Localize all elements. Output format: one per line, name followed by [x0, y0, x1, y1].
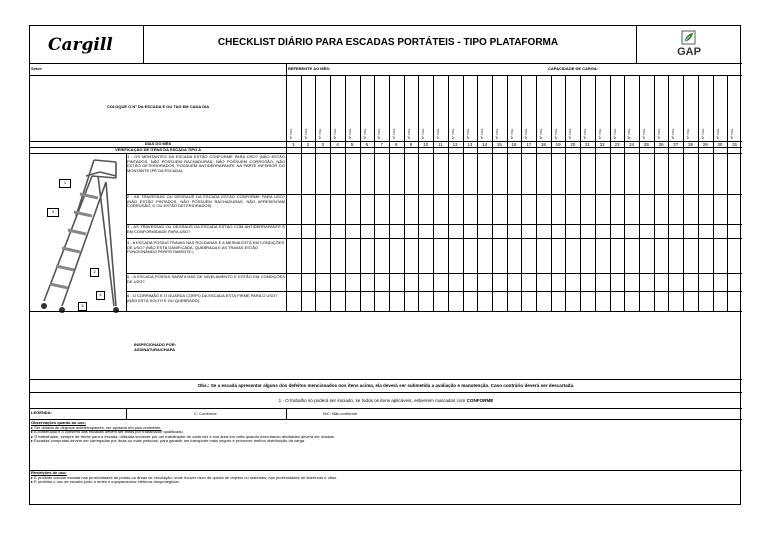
- day-number-20: 20: [570, 142, 576, 147]
- check-item-5: 5 - A ESCADA POSSUI SAPATILHAS DE NIVELAMENTO E ESTÃO EM CONDIÇÕES DE USO?: [127, 274, 285, 284]
- check-cell[interactable]: [477, 273, 492, 291]
- check-cell[interactable]: [477, 238, 492, 273]
- check-cell[interactable]: [713, 224, 728, 238]
- check-item-3: 3 - AS TRAVESSAS OU DEGRAUS DA ESCADA ESTÃO COM ANTIDERRAPANTE E EM CONFORMIDADE PARA USO?: [127, 224, 285, 234]
- tag-header-day-30: Nº TAG:: [715, 128, 720, 139]
- check-cell[interactable]: [521, 224, 536, 238]
- gap-leaf-icon: [674, 29, 704, 47]
- check-cell[interactable]: [286, 194, 301, 224]
- tag-header-day-21: Nº TAG:: [583, 128, 588, 139]
- tag-header-day-3: Nº TAG:: [318, 128, 323, 139]
- check-cell[interactable]: [315, 273, 330, 291]
- check-cell[interactable]: [492, 224, 507, 238]
- check-cell[interactable]: [374, 273, 389, 291]
- check-cell[interactable]: [536, 238, 551, 273]
- check-cell[interactable]: [389, 194, 404, 224]
- check-cell[interactable]: [595, 224, 610, 238]
- tag-header-day-23: Nº TAG:: [612, 128, 617, 139]
- restricoes-title: Restrições de uso:: [31, 470, 67, 475]
- day-number-17: 17: [526, 142, 532, 147]
- tag-header-day-22: Nº TAG:: [597, 128, 602, 139]
- check-cell[interactable]: [492, 153, 507, 194]
- day-number-8: 8: [395, 142, 398, 147]
- check-cell[interactable]: [374, 153, 389, 194]
- check-cell[interactable]: [477, 153, 492, 194]
- check-cell[interactable]: [521, 153, 536, 194]
- check-cell[interactable]: [683, 238, 698, 273]
- check-cell[interactable]: [360, 238, 375, 273]
- check-cell[interactable]: [580, 291, 595, 311]
- check-cell[interactable]: [404, 153, 419, 194]
- tag-header-day-29: Nº TAG:: [700, 128, 705, 139]
- check-cell[interactable]: [698, 153, 713, 194]
- tag-header-day-1: Nº TAG:: [289, 128, 293, 139]
- check-cell[interactable]: [713, 273, 728, 291]
- check-cell[interactable]: [668, 291, 683, 311]
- figure-label-5: 5: [78, 302, 87, 311]
- checklist-sheet: [29, 25, 741, 505]
- check-cell[interactable]: [345, 291, 360, 311]
- check-cell[interactable]: [345, 273, 360, 291]
- check-cell[interactable]: [698, 194, 713, 224]
- tag-header-day-11: Nº TAG:: [436, 128, 441, 139]
- check-cell[interactable]: [448, 153, 463, 194]
- day-number-3: 3: [321, 142, 325, 147]
- restricoes-block: [31, 471, 741, 485]
- tag-header-day-14: Nº TAG:: [480, 128, 485, 139]
- check-cell[interactable]: [595, 291, 610, 311]
- check-cell[interactable]: [639, 194, 654, 224]
- check-cell[interactable]: [315, 194, 330, 224]
- check-cell[interactable]: [639, 224, 654, 238]
- check-cell[interactable]: [565, 238, 580, 273]
- day-number-16: 16: [511, 142, 517, 147]
- day-number-5: 5: [350, 142, 354, 147]
- day-number-27: 27: [673, 142, 679, 147]
- check-cell[interactable]: [654, 238, 669, 273]
- check-cell[interactable]: [668, 238, 683, 273]
- tag-header-day-16: Nº TAG:: [509, 128, 514, 139]
- check-cell[interactable]: [315, 153, 330, 194]
- check-cell[interactable]: [507, 291, 522, 311]
- check-cell[interactable]: [286, 224, 301, 238]
- check-cell[interactable]: [536, 273, 551, 291]
- check-cell[interactable]: [507, 153, 522, 194]
- day-number-19: 19: [555, 142, 561, 147]
- check-cell[interactable]: [595, 238, 610, 273]
- check-cell[interactable]: [418, 291, 433, 311]
- tag-header-day-20: Nº TAG:: [568, 128, 573, 139]
- check-cell[interactable]: [521, 273, 536, 291]
- check-cell[interactable]: [551, 224, 566, 238]
- day-number-22: 22: [599, 142, 605, 147]
- day-number-31: 31: [732, 142, 738, 147]
- tag-header-day-26: Nº TAG:: [656, 128, 661, 139]
- check-cell[interactable]: [286, 273, 301, 291]
- check-cell[interactable]: [565, 273, 580, 291]
- tag-header-day-12: Nº TAG:: [450, 128, 455, 139]
- check-cell[interactable]: [654, 194, 669, 224]
- check-cell[interactable]: [580, 238, 595, 273]
- check-cell[interactable]: [374, 194, 389, 224]
- obs-text: Obs.: Se a escada apresentar alguns dos defeitos mencionados nos itens acima, ela deverá ser submetida a avaliação e manutenção. Caso contrário deverá ser descartada.: [197, 383, 575, 388]
- tag-header-day-10: Nº TAG:: [421, 128, 426, 139]
- day-number-1: 1: [292, 142, 295, 147]
- check-cell[interactable]: [492, 238, 507, 273]
- check-cell[interactable]: [507, 194, 522, 224]
- check-cell[interactable]: [345, 238, 360, 273]
- platform-ladder-icon: [32, 156, 124, 316]
- check-cell[interactable]: [463, 238, 478, 273]
- check-cell[interactable]: [433, 153, 448, 194]
- check-cell[interactable]: [301, 273, 316, 291]
- tag-header-day-7: Nº TAG:: [377, 128, 382, 139]
- check-cell[interactable]: [580, 273, 595, 291]
- check-cell[interactable]: [301, 238, 316, 273]
- day-number-25: 25: [643, 142, 649, 147]
- check-cell[interactable]: [668, 194, 683, 224]
- check-cell[interactable]: [683, 194, 698, 224]
- check-cell[interactable]: [448, 238, 463, 273]
- tag-header-day-4: Nº TAG:: [333, 128, 338, 139]
- tag-header-day-5: Nº TAG:: [347, 128, 352, 139]
- check-cell[interactable]: [624, 238, 639, 273]
- day-number-9: 9: [409, 142, 413, 147]
- check-cell[interactable]: [521, 291, 536, 311]
- day-number-4: 4: [336, 142, 339, 147]
- legenda-label: LEGENDA:: [31, 410, 52, 415]
- check-cell[interactable]: [654, 273, 669, 291]
- check-cell[interactable]: [433, 238, 448, 273]
- check-cell[interactable]: [565, 153, 580, 194]
- check-cell[interactable]: [624, 291, 639, 311]
- check-cell[interactable]: [374, 238, 389, 273]
- rule-conforme: CONFORME: [466, 398, 494, 403]
- check-cell[interactable]: [360, 224, 375, 238]
- check-cell[interactable]: [639, 273, 654, 291]
- day-number-28: 28: [688, 142, 694, 147]
- check-cell[interactable]: [551, 194, 566, 224]
- check-cell[interactable]: [654, 291, 669, 311]
- check-cell[interactable]: [404, 238, 419, 273]
- check-cell[interactable]: [727, 224, 742, 238]
- check-cell[interactable]: [639, 291, 654, 311]
- inspecionado-label: INSPECIONADO POR: ASSINATURA/CHAPA: [134, 342, 177, 352]
- dias-label: DIAS DO MÊS: [144, 141, 172, 146]
- check-cell[interactable]: [389, 238, 404, 273]
- check-cell[interactable]: [345, 153, 360, 194]
- tag-header-day-2: Nº TAG:: [303, 128, 308, 139]
- check-cell[interactable]: [610, 194, 625, 224]
- check-cell[interactable]: [286, 153, 301, 194]
- check-cell[interactable]: [698, 273, 713, 291]
- setor-label: Setor:: [31, 66, 43, 71]
- check-cell[interactable]: [477, 194, 492, 224]
- check-cell[interactable]: [727, 153, 742, 194]
- check-cell[interactable]: [463, 224, 478, 238]
- day-number-7: 7: [380, 142, 383, 147]
- check-cell[interactable]: [654, 224, 669, 238]
- check-cell[interactable]: [639, 238, 654, 273]
- gap-logo: [674, 29, 704, 61]
- tag-header-day-31: Nº TAG:: [730, 128, 735, 139]
- tag-header-day-17: Nº TAG:: [524, 128, 529, 139]
- check-cell[interactable]: [668, 153, 683, 194]
- day-number-18: 18: [540, 142, 546, 147]
- check-cell[interactable]: [389, 291, 404, 311]
- check-cell[interactable]: [448, 194, 463, 224]
- check-cell[interactable]: [624, 224, 639, 238]
- check-cell[interactable]: [301, 153, 316, 194]
- check-cell[interactable]: [595, 153, 610, 194]
- check-cell[interactable]: [683, 291, 698, 311]
- check-cell[interactable]: [668, 224, 683, 238]
- figure-label-4: 4: [96, 291, 105, 300]
- check-cell[interactable]: [315, 291, 330, 311]
- check-cell[interactable]: [389, 273, 404, 291]
- check-cell[interactable]: [286, 291, 301, 311]
- obs-uso-item-2: ▸ A construção e o conserto das escadas devem ser feitos por trabalhador qualificado.: [31, 429, 184, 435]
- check-cell[interactable]: [521, 194, 536, 224]
- check-cell[interactable]: [477, 291, 492, 311]
- day-number-14: 14: [482, 142, 488, 147]
- obs-uso-block: [31, 421, 741, 444]
- check-cell[interactable]: [683, 153, 698, 194]
- check-cell[interactable]: [683, 273, 698, 291]
- check-cell[interactable]: [315, 224, 330, 238]
- restricao-item-1: ▸ É proibido colocar escada nas proximidades de portas ou áreas de circulação; onde houver risco de queda de objetos ou materiais; nas proximidades de aberturas e vãos.: [31, 474, 338, 480]
- check-cell[interactable]: [507, 224, 522, 238]
- capacidade-label: CAPACIDADE DE CARGA:: [548, 66, 599, 71]
- check-cell[interactable]: [418, 194, 433, 224]
- cargill-logo: Cargill: [48, 35, 113, 55]
- check-cell[interactable]: [610, 238, 625, 273]
- check-cell[interactable]: [315, 238, 330, 273]
- check-item-6: 6 - O CORRIMÃO E O GUARDA CORPO DA ESCADA ESTÁ FIRME PARA O USO? (NÃO ESTÁ SOLTO E OU QUEBRADO).: [127, 293, 278, 303]
- obs-uso-title: Observações quanto ao uso:: [31, 420, 86, 425]
- figure-label-6: 6: [116, 308, 119, 313]
- check-cell[interactable]: [565, 224, 580, 238]
- day-number-29: 29: [702, 142, 708, 147]
- check-cell[interactable]: [286, 238, 301, 273]
- check-cell[interactable]: [654, 153, 669, 194]
- check-cell[interactable]: [389, 153, 404, 194]
- check-cell[interactable]: [521, 238, 536, 273]
- check-cell[interactable]: [463, 194, 478, 224]
- check-cell[interactable]: [639, 153, 654, 194]
- check-cell[interactable]: [330, 238, 345, 273]
- tag-header-day-24: Nº TAG:: [627, 128, 632, 139]
- check-cell[interactable]: [301, 224, 316, 238]
- check-cell[interactable]: [463, 273, 478, 291]
- check-cell[interactable]: [668, 273, 683, 291]
- tag-header-day-8: Nº TAG:: [391, 128, 396, 139]
- check-cell[interactable]: [565, 194, 580, 224]
- check-cell[interactable]: [374, 224, 389, 238]
- check-cell[interactable]: [727, 291, 742, 311]
- day-number-12: 12: [452, 142, 458, 147]
- restricao-item-2: ▸ É proibido o uso de escada junto a redes e equipamentos elétricos desprotegidos.: [31, 479, 180, 485]
- check-cell[interactable]: [580, 153, 595, 194]
- check-cell[interactable]: [580, 194, 595, 224]
- check-cell[interactable]: [330, 273, 345, 291]
- check-item-1: 1 - OS MONTANTES DA ESCADA ESTÃO CONFORME PARA USO? (NÃO ESTÃO PINTADOS, NÃO POSSUEM RACHADURAS, NÃO POSSUEM CORROSÃO, NÃO ESTÃO DETERIORADOS, POSSUEM ANTIDERRAPANTE NA PARTE INFERIOR DO MONTANTE (PÉ DA ESCADA).: [127, 154, 285, 173]
- check-cell[interactable]: [551, 238, 566, 273]
- check-cell[interactable]: [727, 273, 742, 291]
- obs-uso-item-1: ▸ Ser dotada de degraus antiderrapantes, ser apoiada em piso resistente.: [31, 424, 162, 430]
- tag-header-day-25: Nº TAG:: [642, 128, 647, 139]
- check-cell[interactable]: [330, 153, 345, 194]
- check-cell[interactable]: [610, 224, 625, 238]
- check-cell[interactable]: [507, 273, 522, 291]
- ladder-figure: [32, 156, 124, 316]
- tag-header-day-9: Nº TAG:: [406, 128, 411, 139]
- check-cell[interactable]: [374, 291, 389, 311]
- check-cell[interactable]: [463, 291, 478, 311]
- tag-header-day-18: Nº TAG:: [539, 128, 544, 139]
- check-cell[interactable]: [433, 291, 448, 311]
- check-cell[interactable]: [448, 273, 463, 291]
- check-cell[interactable]: [551, 153, 566, 194]
- check-cell[interactable]: [404, 194, 419, 224]
- check-cell[interactable]: [448, 291, 463, 311]
- check-cell[interactable]: [492, 194, 507, 224]
- check-cell[interactable]: [713, 238, 728, 273]
- check-cell[interactable]: [624, 273, 639, 291]
- check-cell[interactable]: [492, 273, 507, 291]
- day-number-2: 2: [306, 142, 310, 147]
- day-number-11: 11: [438, 142, 443, 147]
- check-cell[interactable]: [418, 238, 433, 273]
- verificacao-label: VERIFICAÇÃO DE ITENS DA ESCADA TIPO A: [114, 147, 201, 152]
- check-cell[interactable]: [595, 194, 610, 224]
- check-cell[interactable]: [477, 224, 492, 238]
- check-cell[interactable]: [610, 291, 625, 311]
- check-cell[interactable]: [727, 194, 742, 224]
- day-number-15: 15: [496, 142, 502, 147]
- check-cell[interactable]: [345, 224, 360, 238]
- check-cell[interactable]: [698, 291, 713, 311]
- check-cell[interactable]: [624, 194, 639, 224]
- tag-header-day-6: Nº TAG:: [362, 128, 367, 139]
- check-cell[interactable]: [418, 153, 433, 194]
- day-number-6: 6: [365, 142, 369, 147]
- check-cell[interactable]: [404, 273, 419, 291]
- check-cell[interactable]: [360, 291, 375, 311]
- check-cell[interactable]: [330, 224, 345, 238]
- day-number-21: 21: [585, 142, 591, 147]
- check-cell[interactable]: [330, 291, 345, 311]
- check-cell[interactable]: [418, 273, 433, 291]
- day-number-10: 10: [423, 142, 429, 147]
- check-cell[interactable]: [698, 224, 713, 238]
- check-cell[interactable]: [404, 291, 419, 311]
- check-cell[interactable]: [418, 224, 433, 238]
- check-cell[interactable]: [610, 273, 625, 291]
- check-cell[interactable]: [536, 153, 551, 194]
- check-cell[interactable]: [345, 194, 360, 224]
- day-number-13: 13: [467, 142, 473, 147]
- tag-header-day-19: Nº TAG:: [553, 128, 558, 139]
- day-number-24: 24: [629, 142, 635, 147]
- tag-header-day-28: Nº TAG:: [686, 128, 691, 139]
- check-cell[interactable]: [610, 153, 625, 194]
- check-cell[interactable]: [551, 273, 566, 291]
- gap-logo-text: GAP: [677, 46, 701, 58]
- mes-label: REFERENTE AO MÊS:: [288, 66, 331, 71]
- check-item-4: 4 - A ESCADA POSSUI TRAVAS NAS ROLDANAS E A MESMA ESTÁ EM CONDIÇÕES DE USO? (NÃO ESTÁ DANIFICADA, QUEBRADA E AS TRAVAS ESTÃO FUNCIONANDO PERFEITAMENTE.): [127, 240, 285, 255]
- check-cell[interactable]: [389, 224, 404, 238]
- day-number-26: 26: [658, 142, 664, 147]
- check-cell[interactable]: [404, 224, 419, 238]
- check-cell[interactable]: [448, 224, 463, 238]
- check-cell[interactable]: [580, 224, 595, 238]
- check-cell[interactable]: [360, 194, 375, 224]
- check-cell[interactable]: [713, 291, 728, 311]
- obs-uso-item-3: ▸ O trabalhador, sempre de frente para a escada, utilizada somente por um trabalhador de cada vez e sua área em volta quando executando atividades deverá ser isolada;: [31, 433, 335, 439]
- legend-conforme: C: Conforme: [194, 411, 217, 416]
- check-cell[interactable]: [713, 194, 728, 224]
- page-title: CHECKLIST DIÁRIO PARA ESCADAS PORTÁTEIS - TIPO PLATAFORMA: [217, 37, 559, 48]
- check-cell[interactable]: [536, 291, 551, 311]
- check-cell[interactable]: [360, 273, 375, 291]
- check-cell[interactable]: [551, 291, 566, 311]
- check-cell[interactable]: [683, 224, 698, 238]
- check-cell[interactable]: [433, 273, 448, 291]
- check-item-2: 2 - AS TRAVESSAS OU DEGRAUS DA ESCADA ESTÃO CONFORME PARA USO? (NÃO ESTÃO PINTADOS, NÃO POSSUEM RACHADURAS, NÃO APRESENTAM CORROSÃO, E OU ESTÃO DETERIORADOS): [127, 194, 285, 209]
- figure-label-2: 2: [90, 268, 99, 277]
- obs-uso-item-4: ▸ Escadas compridas devem ser carregadas por duas ou mais pessoas, para garantir um transporte mais seguro e promover melhor distribuição da carga.: [31, 438, 306, 444]
- check-cell[interactable]: [301, 194, 316, 224]
- day-number-30: 30: [717, 142, 723, 147]
- check-cell[interactable]: [698, 238, 713, 273]
- check-cell[interactable]: [433, 224, 448, 238]
- check-cell[interactable]: [492, 291, 507, 311]
- check-cell[interactable]: [536, 194, 551, 224]
- tag-header-day-13: Nº TAG:: [465, 128, 470, 139]
- legend-nao-conforme: N/C: Não conforme: [323, 411, 358, 416]
- check-cell[interactable]: [624, 153, 639, 194]
- check-cell[interactable]: [360, 153, 375, 194]
- check-cell[interactable]: [727, 238, 742, 273]
- tag-header-day-27: Nº TAG:: [671, 128, 676, 139]
- check-cell[interactable]: [536, 224, 551, 238]
- rule-text: [30, 398, 742, 403]
- check-cell[interactable]: [507, 238, 522, 273]
- figure-label-3: 3: [47, 208, 59, 217]
- tag-header-day-15: Nº TAG:: [494, 128, 499, 139]
- figure-label-1: 1: [59, 179, 71, 188]
- check-cell[interactable]: [713, 153, 728, 194]
- check-cell[interactable]: [463, 153, 478, 194]
- check-cell[interactable]: [330, 194, 345, 224]
- check-cell[interactable]: [565, 291, 580, 311]
- day-number-23: 23: [614, 142, 620, 147]
- check-cell[interactable]: [433, 194, 448, 224]
- check-cell[interactable]: [301, 291, 316, 311]
- instruction-text: COLOQUE O Nº DA ESCADA E OU TAG EM CADA DIA: [106, 104, 210, 109]
- check-cell[interactable]: [595, 273, 610, 291]
- rule-prefix: 1 - O trabalho só poderá ser iniciado, se todos os itens aplicáveis, estiverem marcados com: [278, 398, 466, 403]
